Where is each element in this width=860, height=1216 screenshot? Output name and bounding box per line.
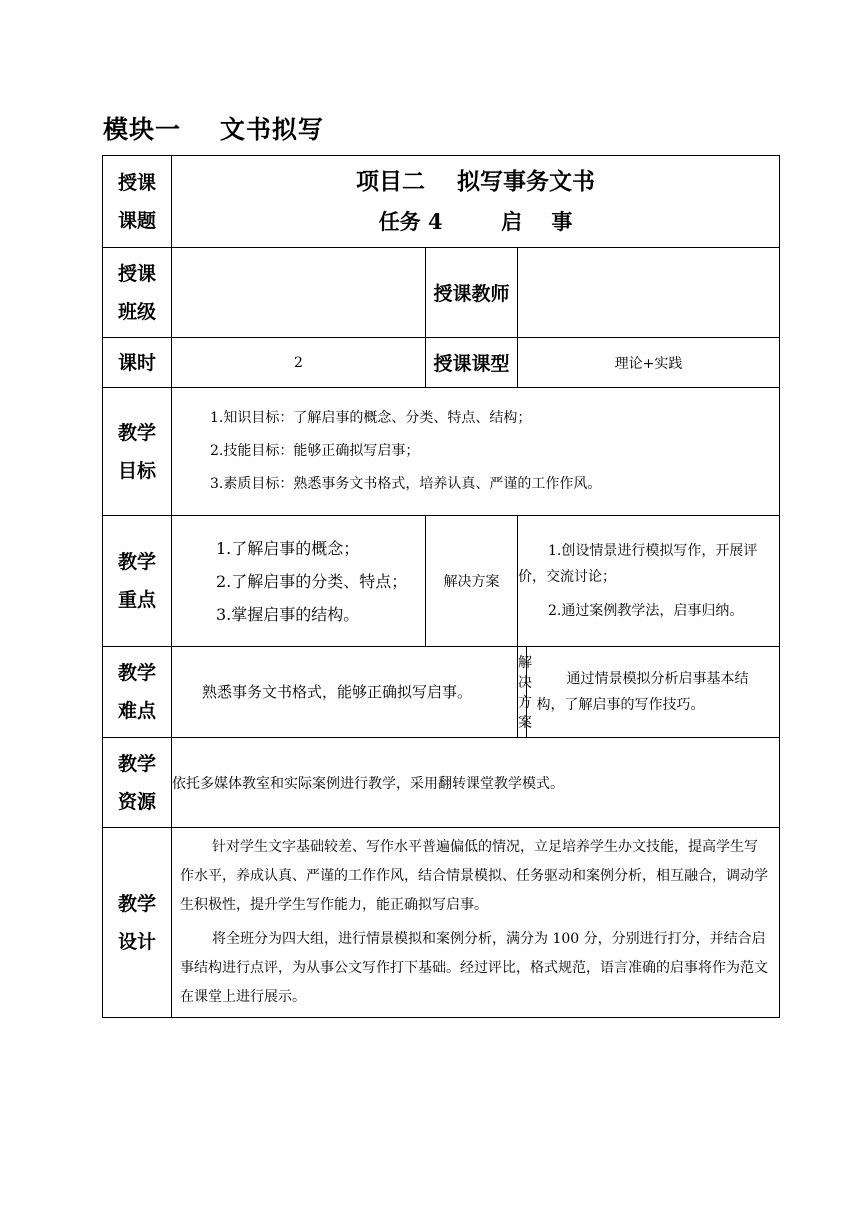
objective-item: 2.技能目标：能够正确拟写启事； — [210, 443, 420, 459]
task-title: 任务 4 启 事 — [378, 208, 573, 234]
objective-item: 1.知识目标：了解启事的概念、分类、特点、结构； — [210, 410, 532, 426]
key-points-list — [172, 516, 426, 647]
objectives-list — [172, 388, 780, 516]
key-points-label: 教学 重点 — [103, 516, 172, 647]
difficulties-text: 熟悉事务文书格式，能够正确拟写启事。 — [172, 647, 518, 738]
key-point-item: 1.了解启事的概念； — [216, 538, 360, 558]
teacher-value — [518, 248, 780, 338]
objectives-label: 教学 目标 — [103, 388, 172, 516]
difficulties-solution: 通过情景模拟分析启事基本结构，了解启事的写作技巧。 — [536, 671, 749, 713]
lesson-type-value: 理论+实践 — [518, 338, 780, 388]
design-label: 教学 设计 — [103, 828, 172, 1018]
lesson-type-label: 授课课型 — [426, 338, 518, 388]
topic-row — [103, 156, 780, 248]
key-point-item: 3.掌握启事的结构。 — [216, 604, 360, 624]
teacher-label: 授课教师 — [426, 248, 518, 338]
project-title: 项目二 拟写事务文书 — [356, 167, 596, 195]
resources-row — [103, 738, 780, 828]
topic-label: 授课 课题 — [103, 156, 172, 248]
design-row — [103, 828, 780, 1018]
hours-row — [103, 338, 780, 388]
key-point-item: 2.了解启事的分类、特点； — [216, 571, 408, 591]
key-points-solution-label: 解决方案 — [426, 516, 518, 647]
lesson-plan-table — [102, 155, 780, 1018]
class-value — [172, 248, 426, 338]
key-points-row — [103, 516, 780, 647]
class-row — [103, 248, 780, 338]
resources-label: 教学 资源 — [103, 738, 172, 828]
hours-value: 2 — [172, 338, 426, 388]
design-text — [172, 828, 780, 1018]
design-paragraph: 针对学生文字基础较差、写作水平普遍偏低的情况，立足培养学生办文技能，提高学生写作水平，养成认真、严谨的工作作风，结合情景模拟、任务驱动和案例分析，相互融合，调动学生积极性，提升学生写作能力，能正确拟写启事。 — [180, 839, 768, 913]
objectives-row — [103, 388, 780, 516]
class-label: 授课 班级 — [103, 248, 172, 338]
design-paragraph: 将全班分为四大组，进行情景模拟和案例分析，满分为 100 分，分别进行打分，并结合启事结构进行点评，为从事公文写作打下基础。经过评比，格式规范，语言准确的启事将作为范文在课堂上进行展示。 — [180, 931, 768, 1005]
hours-label: 课时 — [103, 338, 172, 388]
difficulties-solution-label: 解决方案 — [518, 647, 527, 738]
resources-text: 依托多媒体教室和实际案例进行教学，采用翻转课堂教学模式。 — [172, 738, 780, 828]
module-title: 模块一 文书拟写 — [103, 115, 324, 144]
solution-item: 1.创设情景进行模拟写作，开展评价，交流讨论； — [518, 543, 758, 585]
topic-cell — [172, 156, 780, 248]
objective-item: 3.素质目标：熟悉事务文书格式，培养认真、严谨的工作作风。 — [210, 476, 602, 492]
solution-item: 2.通过案例教学法，启事归纳。 — [548, 603, 744, 619]
key-points-solutions — [518, 516, 780, 647]
difficulties-label: 教学 难点 — [103, 647, 172, 738]
